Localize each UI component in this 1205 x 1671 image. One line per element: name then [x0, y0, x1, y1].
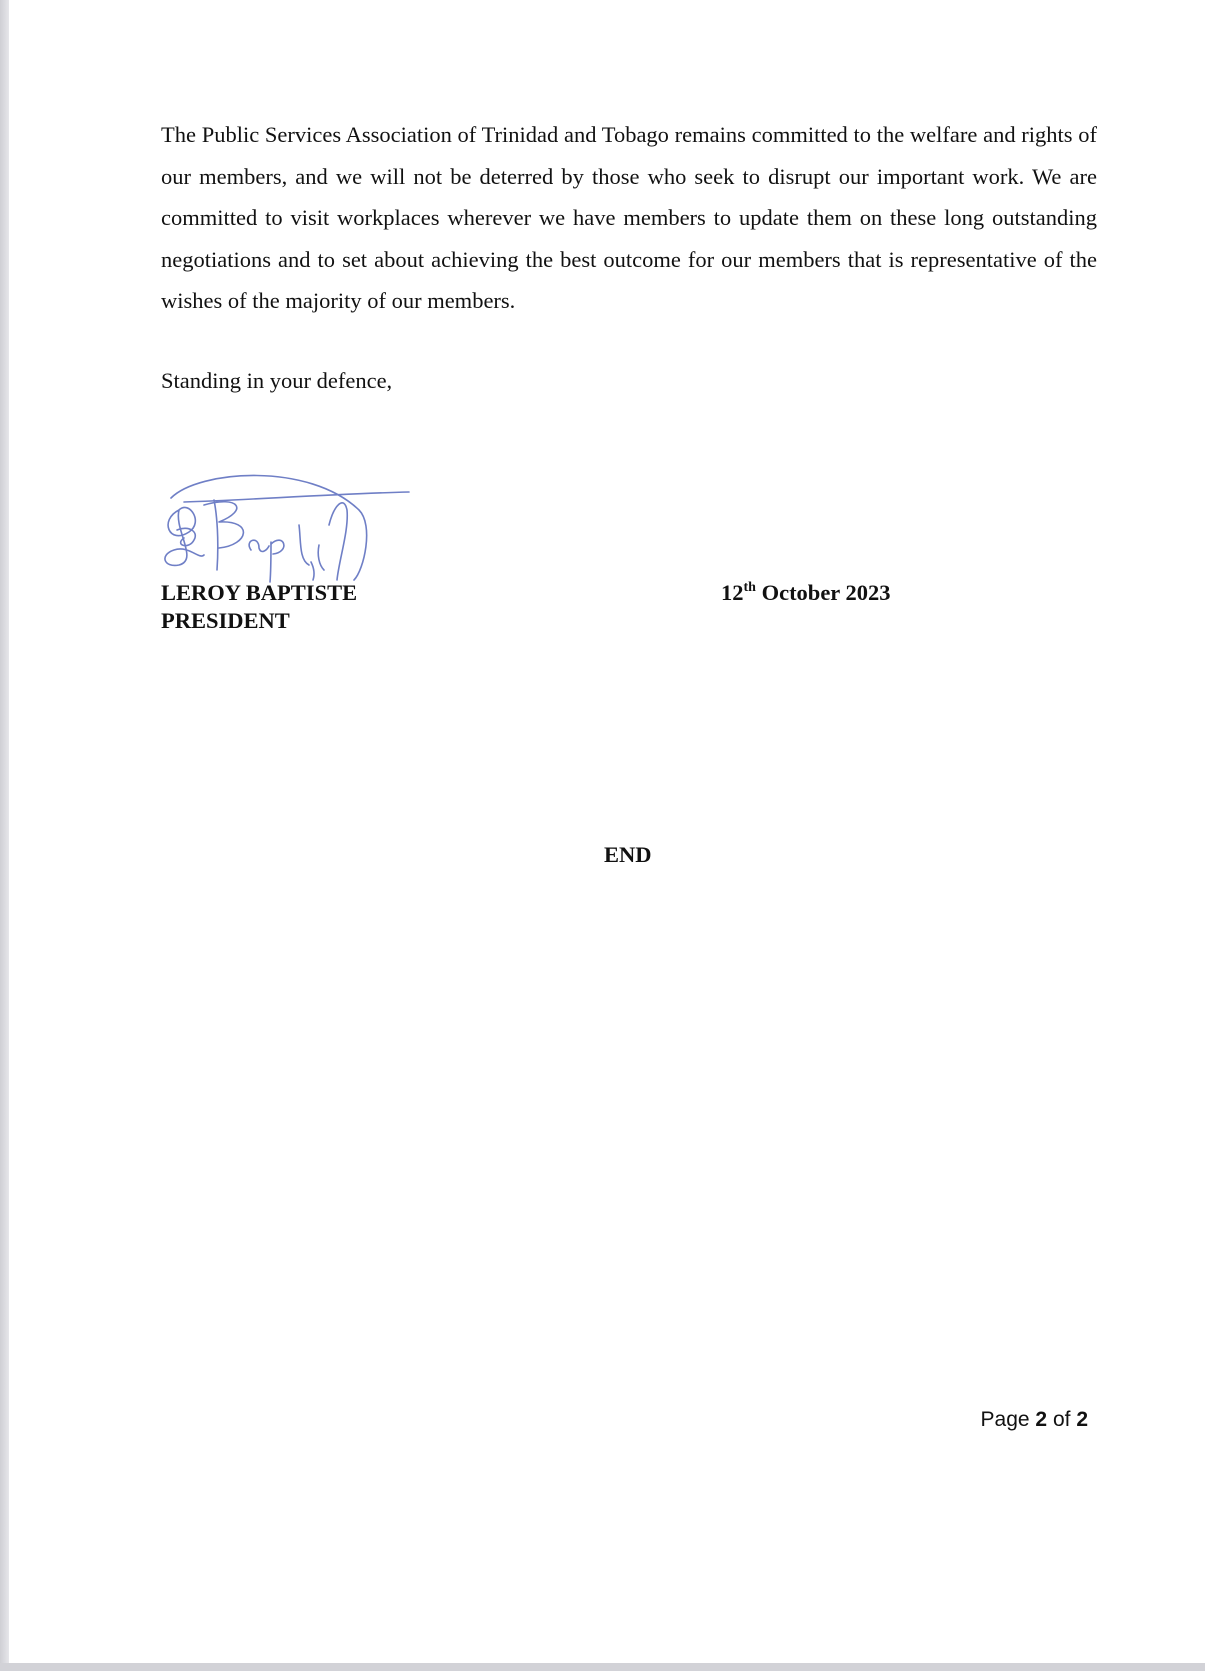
handwritten-signature	[159, 470, 414, 595]
signatory-name: LEROY BAPTISTE	[161, 580, 358, 605]
viewer-bottom-edge	[0, 1663, 1205, 1671]
viewer-left-edge	[0, 0, 9, 1671]
signatory-title: PRESIDENT	[161, 608, 290, 633]
current-page: 2	[1035, 1408, 1048, 1431]
document-date	[721, 579, 891, 606]
end-marker: END	[604, 842, 652, 867]
document-page	[9, 0, 1205, 1663]
page-prefix: Page	[980, 1408, 1030, 1431]
total-pages: 2	[1076, 1408, 1088, 1431]
body-paragraph: The Public Services Association of Trinidad and Tobago remains committed to the welfare and rights of our members, and we will not be deterred by those who seek to disrupt our important work. We are committed to visit workplaces wherever we have members to update them on these long outstanding negotiations and to set about achieving the best outcome for our members that is representative of the wishes of the majority of our members.	[161, 122, 1097, 313]
date-ordinal-suffix: th	[743, 580, 756, 595]
date-month-year: October 2023	[761, 580, 891, 605]
page-number	[981, 1408, 1088, 1432]
page-separator: of	[1052, 1408, 1071, 1431]
closing-line: Standing in your defence,	[161, 368, 393, 393]
date-day: 12	[721, 580, 744, 605]
